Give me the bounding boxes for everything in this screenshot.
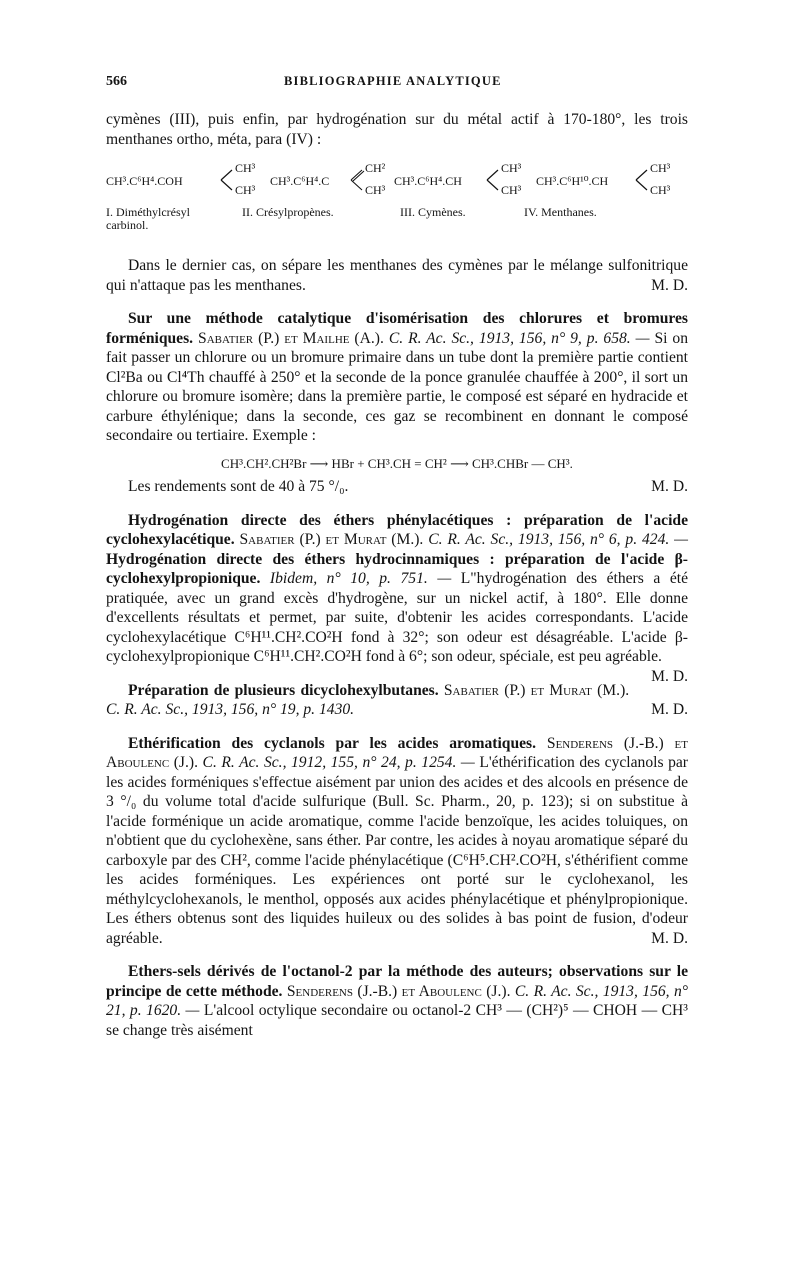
abstract-3	[106, 681, 688, 720]
formula-2-caption: II. Crésylpropènes.	[242, 205, 334, 219]
formula-1-top: CH³	[235, 161, 256, 175]
abstract-1-equation: CH³.CH².CH²Br ⟶ HBr + CH³.CH = CH² ⟶ CH³.CHBr — CH³.	[221, 455, 573, 471]
abstract-1-yield-line	[106, 477, 688, 497]
signature: M. D.	[651, 478, 688, 495]
abstract-4-authors: Senderens (J.-B.) et Aboulenc (J.).	[106, 734, 688, 771]
formula-1-bottom: CH³	[235, 183, 256, 197]
branch-icon	[634, 167, 650, 193]
signature: M. D.	[651, 929, 688, 947]
abstract-1-authors: Sabatier (P.) et Mailhe (A.).	[198, 329, 384, 347]
abstract-2-title: Hydrogénation directe des éthers phénylacétiques : préparation de l'acide cyclohexylacétique.	[106, 511, 688, 548]
abstract-5-title: Ethers-sels dérivés de l'octanol-2 par la méthode des auteurs; observations sur le principe de cette méthode.	[106, 963, 688, 1000]
formula-3-caption: III. Cymènes.	[400, 205, 466, 219]
formula-4-bottom: CH³	[650, 183, 671, 197]
abstract-5-authors: Senderens (J.-B.) et Aboulenc (J.).	[286, 982, 511, 1000]
formula-4-top: CH³	[650, 161, 671, 175]
abstract-2-ref: C. R. Ac. Sc., 1913, 156, n° 6, p. 424. —	[428, 531, 688, 548]
page	[106, 72, 688, 1040]
abstract-1-body: Si on fait passer un chlorure ou un bromure primaire dans un tube dont la première partie contient Cl²Ba ou Cl⁴Th chauffé à 250° et la seconde de la ponce granulée chauffée à 200°, il sort un chlorure ou bromure isomère; dans la première partie, le composé est séparé en hydracide et carbure éthylénique; dans la seconde, ces gaz se recombinent en donnant le composé secondaire ou tertiaire. Exemple :	[106, 329, 689, 444]
intro-conclusion	[106, 256, 688, 295]
signature: M. D.	[651, 667, 688, 685]
intro-text: cymènes (III), puis enfin, par hydrogénation sur du métal actif à 170-180°, les trois menthanes ortho, méta, para (IV) :	[106, 111, 688, 148]
page-header	[106, 72, 688, 92]
formula-4-caption: IV. Menthanes.	[524, 205, 597, 219]
abstract-3-authors: Sabatier (P.) et Murat (M.).	[443, 681, 630, 699]
formula-1-bracket	[219, 167, 235, 196]
abstract-2-authors: Sabatier (P.) et Murat (M.).	[239, 531, 424, 548]
formula-4-left: CH³.C⁶H¹⁰.CH	[536, 174, 609, 188]
abstract-5	[106, 962, 688, 1040]
formula-3	[394, 174, 462, 188]
branch-icon	[485, 167, 501, 193]
formula-3-left: CH³.C⁶H⁴.CH	[394, 174, 462, 188]
abstract-5-body: L'alcool octylique secondaire ou octanol-2 CH³ — (CH²)⁵ — CHOH — CH³ se change très aisément	[106, 1002, 688, 1039]
formula-3-bracket	[485, 167, 501, 196]
running-title: BIBLIOGRAPHIE ANALYTIQUE	[284, 74, 502, 88]
abstract-3-title: Préparation de plusieurs dicyclohexylbutanes.	[128, 681, 439, 699]
formula-4-bracket	[634, 167, 650, 196]
branch-icon	[219, 167, 235, 193]
formula-2-bottom: CH³	[365, 183, 386, 197]
formula-3-top: CH³	[501, 161, 522, 175]
formula-1	[106, 174, 183, 188]
abstract-4-title: Ethérification des cyclanols par les acides aromatiques.	[128, 734, 537, 752]
abstract-1-yield: Les rendements sont de 40 à 75 °/₀.	[128, 478, 349, 495]
formula-block	[106, 156, 688, 248]
signature: M. D.	[651, 276, 688, 294]
formula-2-bracket	[349, 167, 365, 196]
formula-2-top: CH²	[365, 161, 386, 175]
intro-conclusion-text: Dans le dernier cas, on sépare les menthanes des cymènes par le mélange sulfonitrique qui n'attaque pas les menthanes.	[106, 257, 688, 294]
formula-2-left: CH³.C⁶H⁴.C	[270, 174, 330, 188]
abstract-2	[106, 511, 688, 685]
abstract-2-ref-2: Ibidem, n° 10, p. 751. —	[269, 570, 452, 587]
abstract-3-ref: C. R. Ac. Sc., 1913, 156, n° 19, p. 1430.	[106, 701, 355, 718]
double-bond-branch-icon	[349, 167, 365, 193]
formula-1-left: CH³.C⁶H⁴.COH	[106, 174, 183, 188]
abstract-4	[106, 734, 688, 949]
formula-3-bottom: CH³	[501, 183, 522, 197]
abstract-4-body: L'éthérification des cyclanols par les acides forméniques s'effectue aisément par union des acides et des alcools en présence de 3 °/₀ du volume total d'acide sulfurique (Bull. Sc. Pharm., 20, p. 123); si on substitue à l'acide forménique un acide aromatique, comme l'acide benzoïque, les acides toluiques, on n'obtient que du cyclohexène, sans éther. Par contre, les acides à noyau aromatique séparé du carboxyle par des CH², comme l'acide phénylacétique (C⁶H⁵.CH².CO²H, s'éthérifient comme les acides forméniques. Les expériences ont porté sur le cyclohexanol, les méthylcyclohexanols, le menthol, opposés aux acides phénylacétique et phénylpropionique. Les éthers obtenus sont des liquides huileux ou des solides à bas point de fusion, d'odeur agréable.	[106, 754, 688, 947]
formula-4	[536, 174, 608, 188]
abstract-1-title: Sur une méthode catalytique d'isomérisation des chlorures et bromures forméniques.	[106, 310, 688, 347]
abstract-2-title-2: Hydrogénation directe des éthers hydrocinnamiques : préparation de l'acide β-cyclohexylpropionique.	[106, 550, 688, 587]
abstract-2-body: L"hydrogénation des éthers a été pratiquée, avec un grand excès d'hydrogène, sur un nickel actif, à 180°. Elle donne d'excellents résultats et permet, par suite, d'obtenir les acides correspondants. L'acide cyclohexylacétique C⁶H¹¹.CH².CO²H fond à 32°; son odeur est désagréable. L'acide β-cyclohexylpropionique C⁶H¹¹.CH².CO²H fond à 6°; son odeur, spéciale, est peu agréable.	[106, 570, 688, 665]
page-number: 566	[106, 74, 127, 89]
abstract-1-ref: C. R. Ac. Sc., 1913, 156, n° 9, p. 658. —	[388, 329, 650, 347]
formula-2	[270, 174, 329, 188]
abstract-4-ref: C. R. Ac. Sc., 1912, 155, n° 24, p. 1254. —	[202, 754, 475, 771]
signature: M. D.	[651, 701, 688, 718]
formula-1-caption: I. Diméthylcrésyl carbinol.	[106, 205, 190, 232]
abstract-5-ref: C. R. Ac. Sc., 1913, 156, n° 21, p. 1620. —	[106, 982, 689, 1019]
abstract-1	[106, 309, 688, 446]
